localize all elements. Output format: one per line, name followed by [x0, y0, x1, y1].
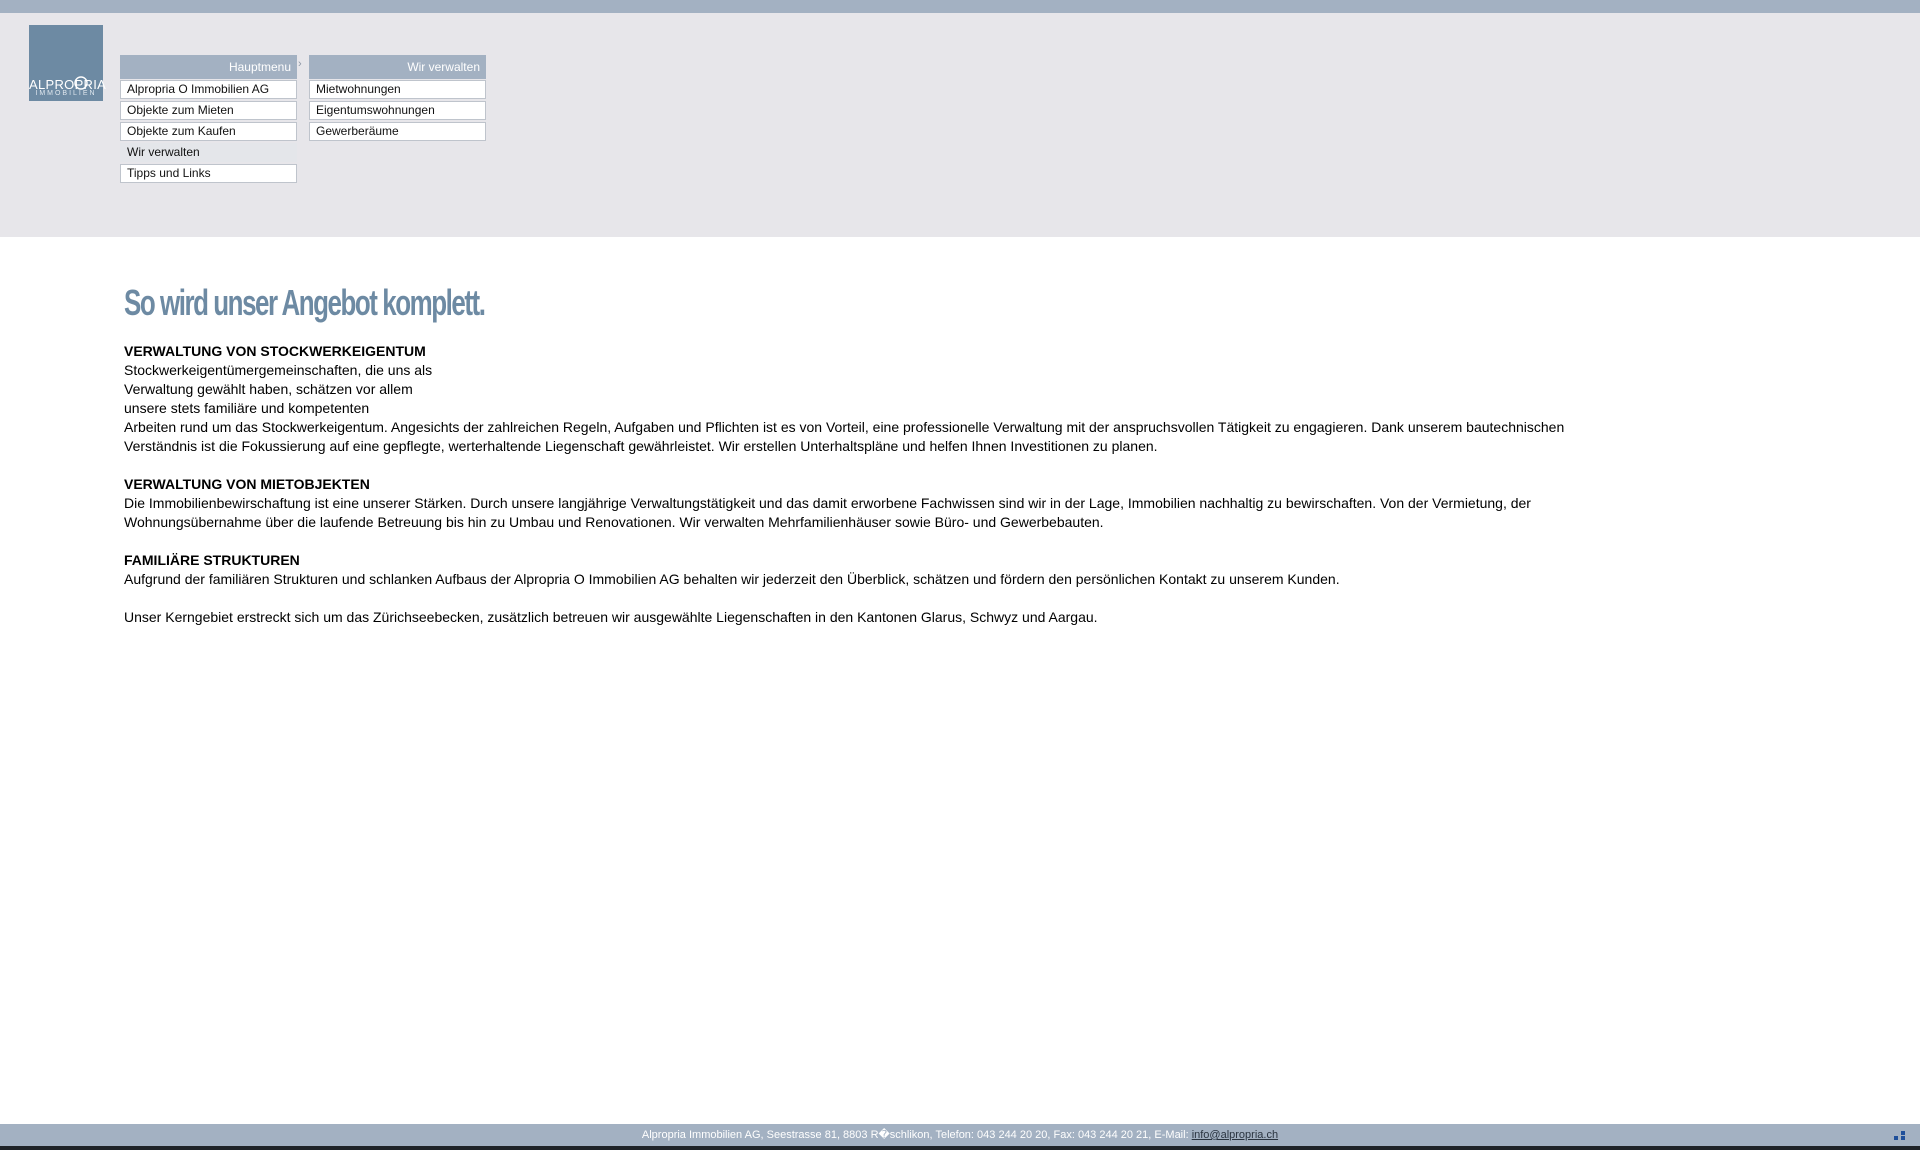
grid-icon[interactable] — [1894, 1131, 1905, 1140]
sub-menu-item-gewerberaeume[interactable]: Gewerberäume — [309, 122, 486, 141]
logo-brand: ALPROPRIA — [29, 77, 107, 92]
footer — [0, 1124, 1920, 1146]
section-text: Aufgrund der familiären Strukturen und schlanken Aufbaus der Alpropria O Immobilien AG behalten wir jederzeit den Überblick, schätzen und fördern den persönlichen Kontakt zu unserem Kunden. — [124, 571, 1340, 587]
section-text: Arbeiten rund um das Stockwerkeigentum. Angesichts der zahlreichen Regeln, Aufgaben und Pflichten ist es von Vorteil, eine professionelle Verwaltung mit der anspruchsvollen Tätigkeit zu engagieren. Dank unserem bautechnischen — [124, 419, 1565, 435]
main-menu-title: Hauptmenu — [120, 55, 297, 79]
page-headline: So wird unser Angebot komplett. — [124, 282, 485, 323]
main-menu-item-tipps[interactable]: Tipps und Links — [120, 164, 297, 183]
footer-address: Alpropria Immobilien AG, Seestrasse 81, 8803 R�schlikon, Telefon: 043 244 20 20, Fax: 043 244 20 21, E-Mail: — [641, 1129, 1192, 1141]
section-mietobjekte — [124, 475, 1544, 532]
top-stripe — [0, 0, 1920, 13]
section-stockwerkeigentum — [124, 342, 1565, 456]
section-text: Wohnungsübernahme über die laufende Betreuung bis hin zu Umbau und Renovationen. Wir verwalten Mehrfamilienhäuser sowie Büro- und Gewerbebauten. — [124, 514, 1104, 530]
section-text: Unser Kerngebiet erstreckt sich um das Zürichseebecken, zusätzlich betreuen wir ausgewählte Liegenschaften in den Kantonen Glarus, Schwyz und Aargau. — [124, 609, 1098, 625]
section-text: Verständnis ist die Fokussierung auf eine gepflegte, werterhaltende Liegenschaft gewährleistet. Wir erstellen Unterhaltspläne und helfen Ihnen Investitionen zu planen. — [124, 438, 1158, 454]
logo-sub: IMMOBILIEN — [35, 90, 97, 97]
section-familiaere-strukturen — [124, 551, 1544, 589]
section-text: Die Immobilienbewirschaftung ist eine unserer Stärken. Durch unsere langjährige Verwaltungstätigkeit und das damit erworbene Fachwissen sind wir in der Lage, Immobilien nachhaltig zu bewirschaften. Von der Vermietung, der — [124, 495, 1531, 511]
section-kerngebiet — [124, 608, 1544, 627]
sub-menu-item-eigentumswohnungen[interactable]: Eigentumswohnungen — [309, 101, 486, 120]
footer-email-link[interactable]: info@alpropria.ch — [1191, 1129, 1279, 1141]
sub-menu-item-mietwohnungen[interactable]: Mietwohnungen — [309, 80, 486, 99]
section-text: Stockwerkeigentümergemeinschaften, die uns als — [124, 362, 433, 378]
main-content — [124, 280, 1565, 646]
main-menu — [120, 55, 297, 185]
section-text: Verwaltung gewählt haben, schätzen vor allem — [124, 381, 413, 397]
main-menu-item-wir-verwalten[interactable]: Wir verwalten — [120, 143, 297, 162]
section-title: VERWALTUNG VON MIETOBJEKTEN — [124, 476, 370, 492]
alpropria-logo[interactable] — [29, 25, 107, 101]
section-title: VERWALTUNG VON STOCKWERKEIGENTUM — [124, 343, 426, 359]
main-menu-item-alpropria[interactable]: Alpropria O Immobilien AG — [120, 80, 297, 99]
section-text: unsere stets familiäre und kompetenten — [124, 400, 370, 416]
section-title: FAMILIÄRE STRUKTUREN — [124, 552, 300, 568]
main-menu-item-kaufen[interactable]: Objekte zum Kaufen — [120, 122, 297, 141]
chevron-right-icon: › — [298, 58, 302, 70]
bottom-bar — [0, 1146, 1920, 1150]
main-menu-item-mieten[interactable]: Objekte zum Mieten — [120, 101, 297, 120]
sub-menu — [309, 55, 486, 143]
sub-menu-title: Wir verwalten — [309, 55, 486, 79]
